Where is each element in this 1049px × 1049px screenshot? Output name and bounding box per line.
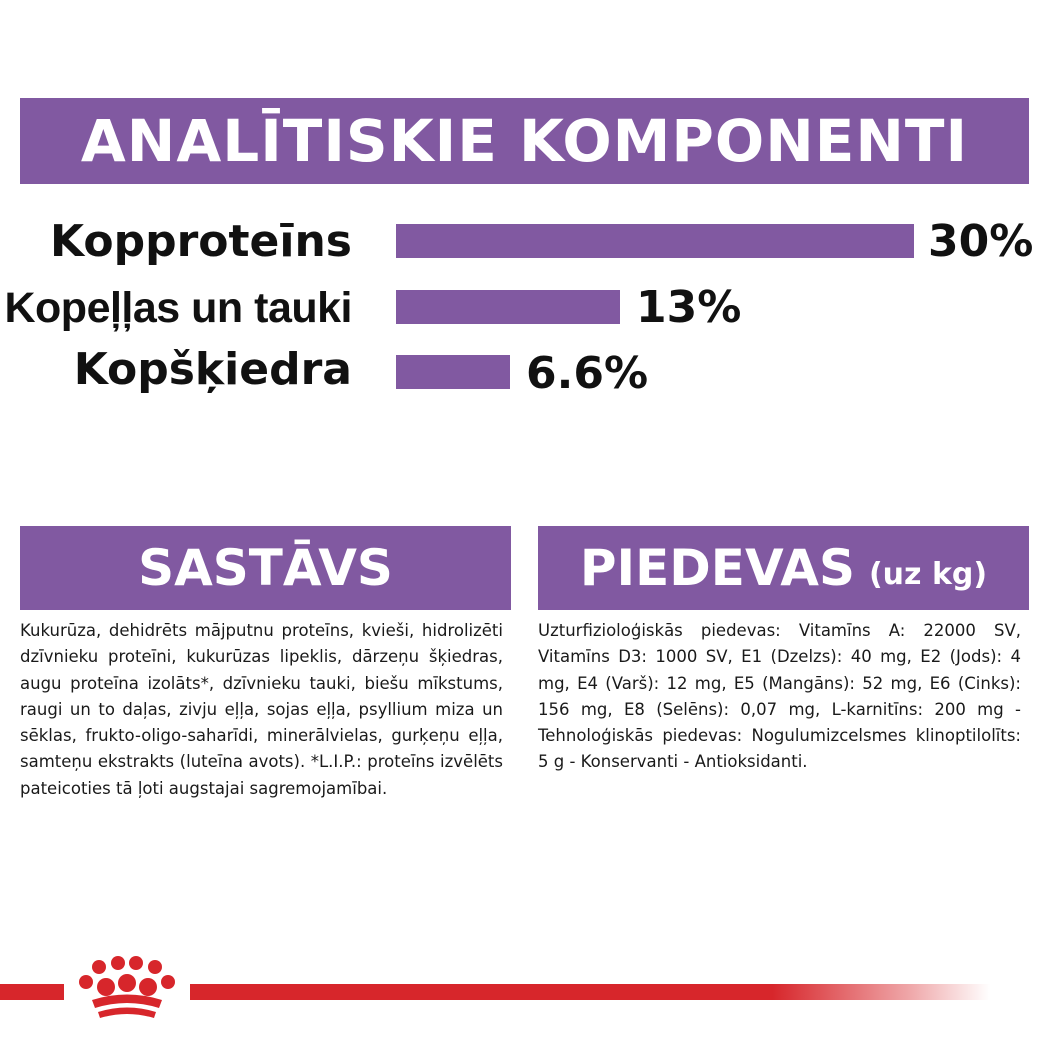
metric-value-fibre: 6.6% bbox=[526, 348, 649, 399]
analytics-title: ANALĪTISKIE KOMPONENTI bbox=[80, 107, 969, 175]
metric-bar-protein bbox=[396, 224, 914, 258]
metric-label-fat: Kopeļļas un tauki bbox=[4, 284, 352, 332]
royal-canin-crown-icon bbox=[64, 956, 190, 1022]
composition-header bbox=[20, 526, 511, 610]
metric-bar-fat bbox=[396, 290, 620, 324]
additives-text: Uzturfizioloģiskās piedevas: Vitamīns A: 22000 SV, Vitamīns D3: 1000 SV, E1 (Dzelzs): 40 mg, E2 (Jods): 4 mg, E4 (Varš): 12 mg, E5 (Mangāns): 52 mg, E6 (Cinks): 156 mg, E8 (Selēns): 0,07 mg, L-karnitīns: 200 mg - Tehnoloģiskās piedevas: Nogulumizcelsmes klinoptilolīts: 5 g - Konservanti - Antioksidanti. bbox=[538, 621, 1021, 772]
metric-value-protein: 30% bbox=[928, 216, 1034, 267]
additives-title: PIEDEVAS bbox=[579, 539, 855, 597]
composition-text: Kukurūza, dehidrēts mājputnu proteīns, kvieši, hidrolizēti dzīvnieku proteīni, kukurūzas lipeklis, dārzeņu šķiedras, augu proteīna izolāts*, dzīvnieku tauki, biešu mīkstums, raugi un to daļas, zivju eļļa, sojas eļļa, psyllium miza un sēklas, frukto-oligo-saharīdi, minerālvielas, gurķeņu eļļa, samteņu ekstrakts (luteīna avots). *L.I.P.: proteīns izvēlēts pateicoties tā ļoti augstajai sagremojamībai. bbox=[20, 621, 503, 798]
metric-label-protein: Kopproteīns bbox=[50, 216, 352, 267]
additives-header bbox=[538, 526, 1029, 610]
composition-title: SASTĀVS bbox=[138, 539, 393, 597]
additives-unit: (uz kg) bbox=[868, 556, 988, 592]
metric-bar-fibre bbox=[396, 355, 510, 389]
metric-label-fibre: Kopšķiedra bbox=[73, 344, 352, 395]
metric-value-fat: 13% bbox=[636, 282, 742, 333]
analytics-header bbox=[20, 98, 1029, 184]
